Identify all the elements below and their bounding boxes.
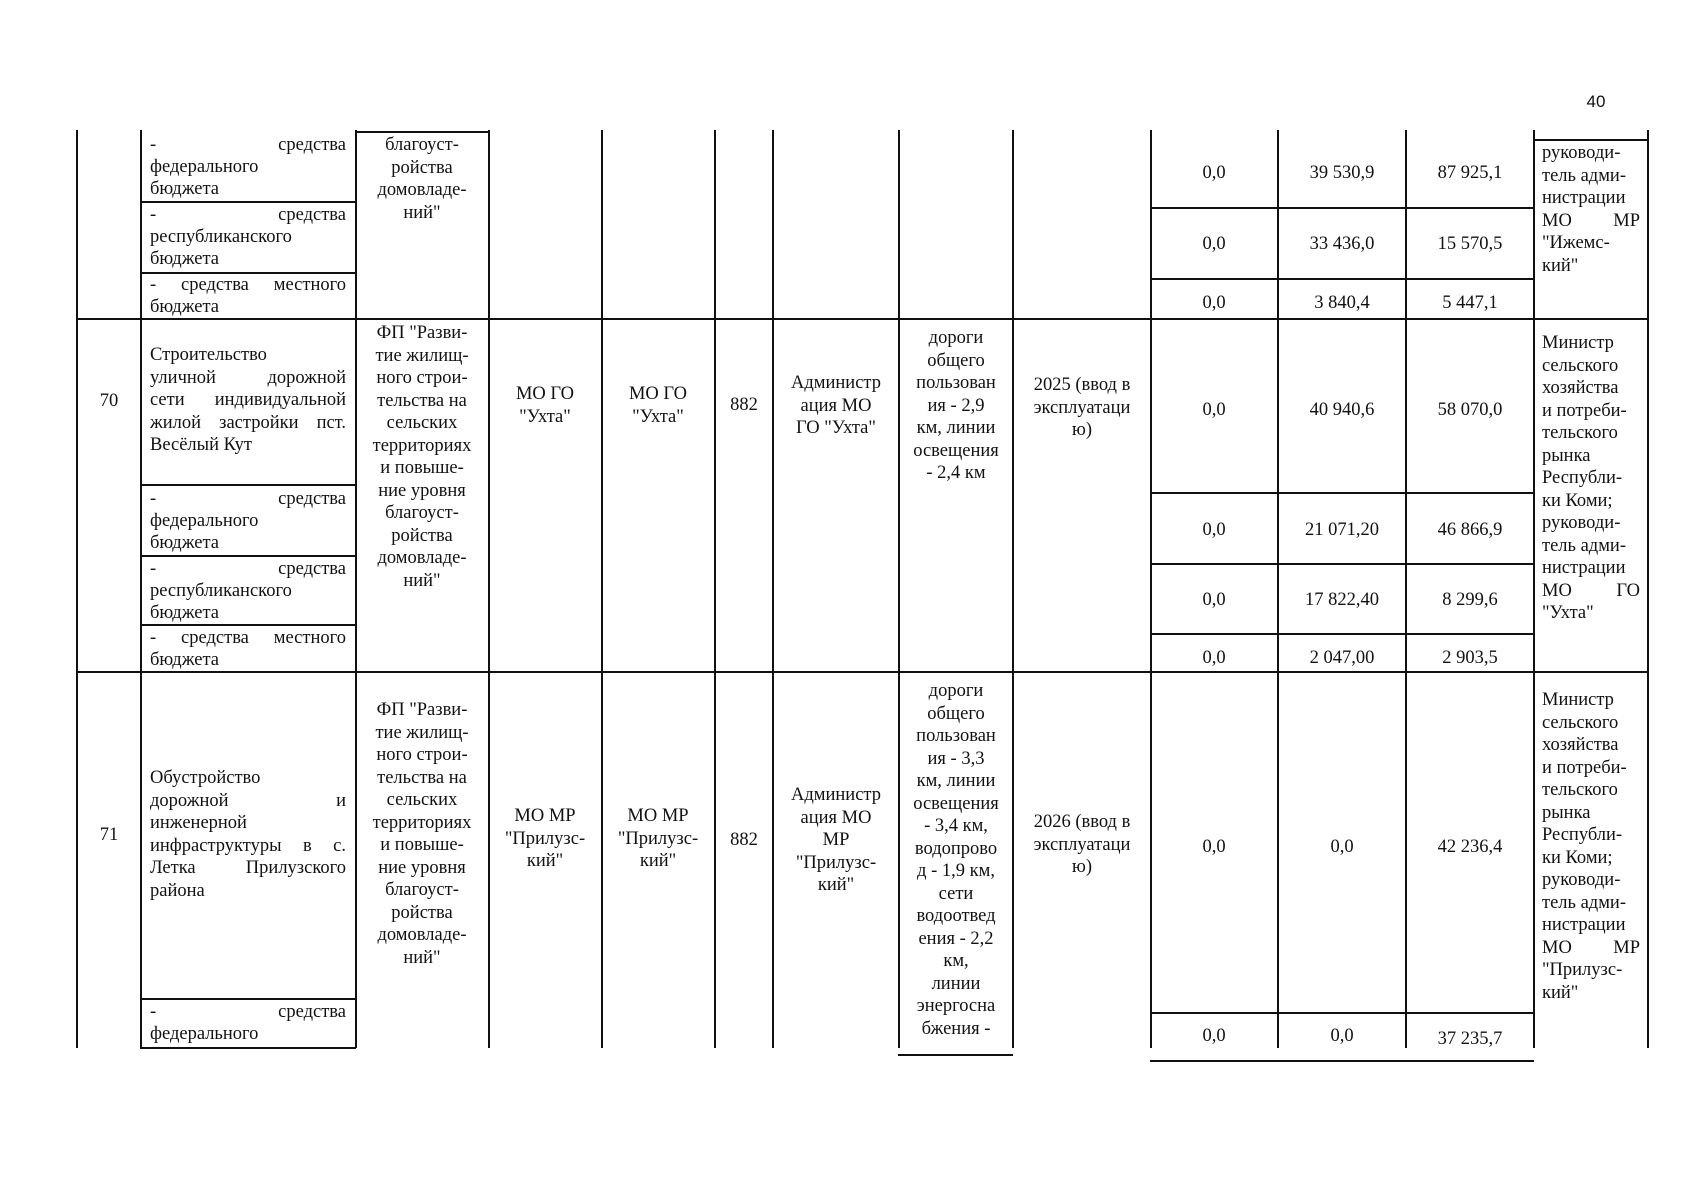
row-line	[355, 131, 489, 133]
source-federal-label: - средства	[150, 489, 346, 509]
col-line-program-right	[488, 130, 490, 1048]
source-federal-label: федерального	[150, 1024, 259, 1044]
year-text: 2025 (ввод в эксплуатаци ю)	[1033, 375, 1131, 440]
col-line-owner-right	[714, 130, 716, 1048]
value-cell: 5 447,1	[1442, 293, 1498, 313]
program-text: ФП "Разви- тие жилищ- ного строи- тельства на сельских территориях и повыше- ние уровня благоуст- ройства домовладе- ний"	[372, 323, 472, 591]
responsible-text: Министр сельского хозяйства и потреби- тельского рынка Республи- ки Коми; руководи- тель адми- нистрации МО МР "Прилузс- кий"	[1542, 690, 1640, 1003]
row-line	[1150, 278, 1534, 280]
page-number: 40	[1586, 92, 1606, 111]
program-text: благоуст- ройства домовладе- ний"	[377, 135, 467, 223]
value-cell: 87 925,1	[1437, 163, 1503, 183]
source-republic-label: - средства	[150, 559, 346, 579]
source-federal-label: бюджета	[150, 533, 219, 553]
row-line	[1150, 1012, 1534, 1014]
source-republic-label: республиканского	[150, 581, 292, 601]
col-line-code-right	[772, 130, 774, 1048]
source-local-label: - средства местного	[150, 628, 346, 648]
value-cell: 0,0	[1202, 293, 1226, 313]
col-line-v3-right	[1533, 130, 1535, 1048]
responsible-text: Министр сельского хозяйства и потреби- тельского рынка Республи- ки Коми; руководи- тель адми- нистрации МО ГО "Ухта"	[1542, 333, 1640, 623]
source-local-label: бюджета	[150, 297, 219, 317]
customer-text: МО ГО "Ухта"	[515, 384, 575, 427]
executor-text: Администр ация МО МР "Прилузс- кий"	[791, 785, 881, 895]
value-cell: 0,0	[1202, 648, 1226, 668]
col-line-v2-right	[1405, 130, 1407, 1048]
code-text: 882	[730, 830, 758, 850]
year-text: 2026 (ввод в эксплуатаци ю)	[1033, 812, 1131, 877]
source-federal-label: федерального	[150, 511, 259, 531]
value-cell: 0,0	[1330, 837, 1354, 857]
value-cell: 46 866,9	[1437, 520, 1503, 540]
value-cell: 39 530,9	[1309, 163, 1375, 183]
object-name: Обустройство дорожной и инженерной инфраструктуры в с. Летка Прилузского района	[150, 768, 346, 901]
value-cell: 8 299,6	[1442, 590, 1498, 610]
program-text: ФП "Разви- тие жилищ- ного строи- тельства на сельских территориях и повыше- ние уровня благоуст- ройства домовладе- ний"	[372, 700, 472, 968]
row-line	[140, 484, 356, 486]
value-cell: 3 840,4	[1314, 293, 1370, 313]
code-text: 882	[730, 395, 758, 415]
col-line-name-left	[140, 130, 142, 1048]
row-line-bottom	[898, 1054, 1013, 1056]
row-line	[140, 201, 356, 203]
col-line-capacity-right	[1012, 130, 1014, 1048]
col-line-program-left	[355, 130, 357, 1048]
source-republic-label: республиканского	[150, 227, 292, 247]
col-line-left	[76, 130, 78, 1048]
value-cell: 21 071,20	[1305, 520, 1379, 540]
col-line-year-right	[1150, 130, 1152, 1048]
value-cell: 37 235,7	[1437, 1029, 1503, 1049]
value-cell: 0,0	[1202, 837, 1226, 857]
col-line-v1-right	[1277, 130, 1279, 1048]
capacity-text: дороги общего пользован ия - 2,9 км, линии освещения - 2,4 км	[913, 328, 999, 483]
value-cell: 40 940,6	[1309, 400, 1375, 420]
source-federal-label: - средства	[150, 1002, 346, 1022]
value-cell: 33 436,0	[1309, 234, 1375, 254]
row-number: 70	[99, 391, 119, 411]
col-line-customer-right	[601, 130, 603, 1048]
customer-text: МО МР "Прилузс- кий"	[504, 806, 586, 871]
owner-text: МО МР "Прилузс- кий"	[617, 806, 699, 871]
row-line-bottom	[140, 1047, 356, 1049]
source-federal-label: федерального	[150, 157, 259, 177]
value-cell: 0,0	[1202, 590, 1226, 610]
responsible-text: руководи- тель адми- нистрации МО МР "Ижемс- кий"	[1542, 143, 1640, 276]
row-line	[140, 998, 356, 1000]
value-cell: 0,0	[1330, 1026, 1354, 1046]
value-cell: 42 236,4	[1437, 837, 1503, 857]
value-cell: 0,0	[1202, 520, 1226, 540]
source-local-label: - средства местного	[150, 275, 346, 295]
value-cell: 0,0	[1202, 234, 1226, 254]
source-federal-label: бюджета	[150, 179, 219, 199]
row-line-bottom	[1150, 1060, 1534, 1062]
owner-text: МО ГО "Ухта"	[628, 384, 688, 427]
value-cell: 58 070,0	[1437, 400, 1503, 420]
value-cell: 17 822,40	[1305, 590, 1379, 610]
object-name: Строительство уличной дорожной сети индивидуальной жилой застройки пст. Весёлый Кут	[150, 345, 346, 455]
source-republic-label: бюджета	[150, 603, 219, 623]
value-cell: 0,0	[1202, 1026, 1226, 1046]
row-number: 71	[99, 825, 119, 845]
source-local-label: бюджета	[150, 650, 219, 670]
source-republic-label: бюджета	[150, 249, 219, 269]
executor-text: Администр ация МО ГО "Ухта"	[791, 373, 881, 438]
row-line	[1533, 139, 1648, 141]
col-line-right	[1647, 130, 1649, 1048]
row-line	[1150, 563, 1534, 565]
source-republic-label: - средства	[150, 205, 346, 225]
row-line	[140, 555, 356, 557]
capacity-text: дороги общего пользован ия - 3,3 км, линии освещения - 3,4 км, водопрово д - 1,9 км, сети водоотвед ения - 2,2 км, линии энергосна бжения -	[913, 681, 999, 1039]
source-federal-label: - средства	[150, 135, 346, 155]
value-cell: 2 903,5	[1442, 648, 1498, 668]
value-cell: 2 047,00	[1309, 648, 1375, 668]
row-line	[1150, 633, 1534, 635]
row-line	[1150, 207, 1534, 209]
value-cell: 0,0	[1202, 400, 1226, 420]
row-line	[1150, 492, 1534, 494]
value-cell: 0,0	[1202, 163, 1226, 183]
value-cell: 15 570,5	[1437, 234, 1503, 254]
